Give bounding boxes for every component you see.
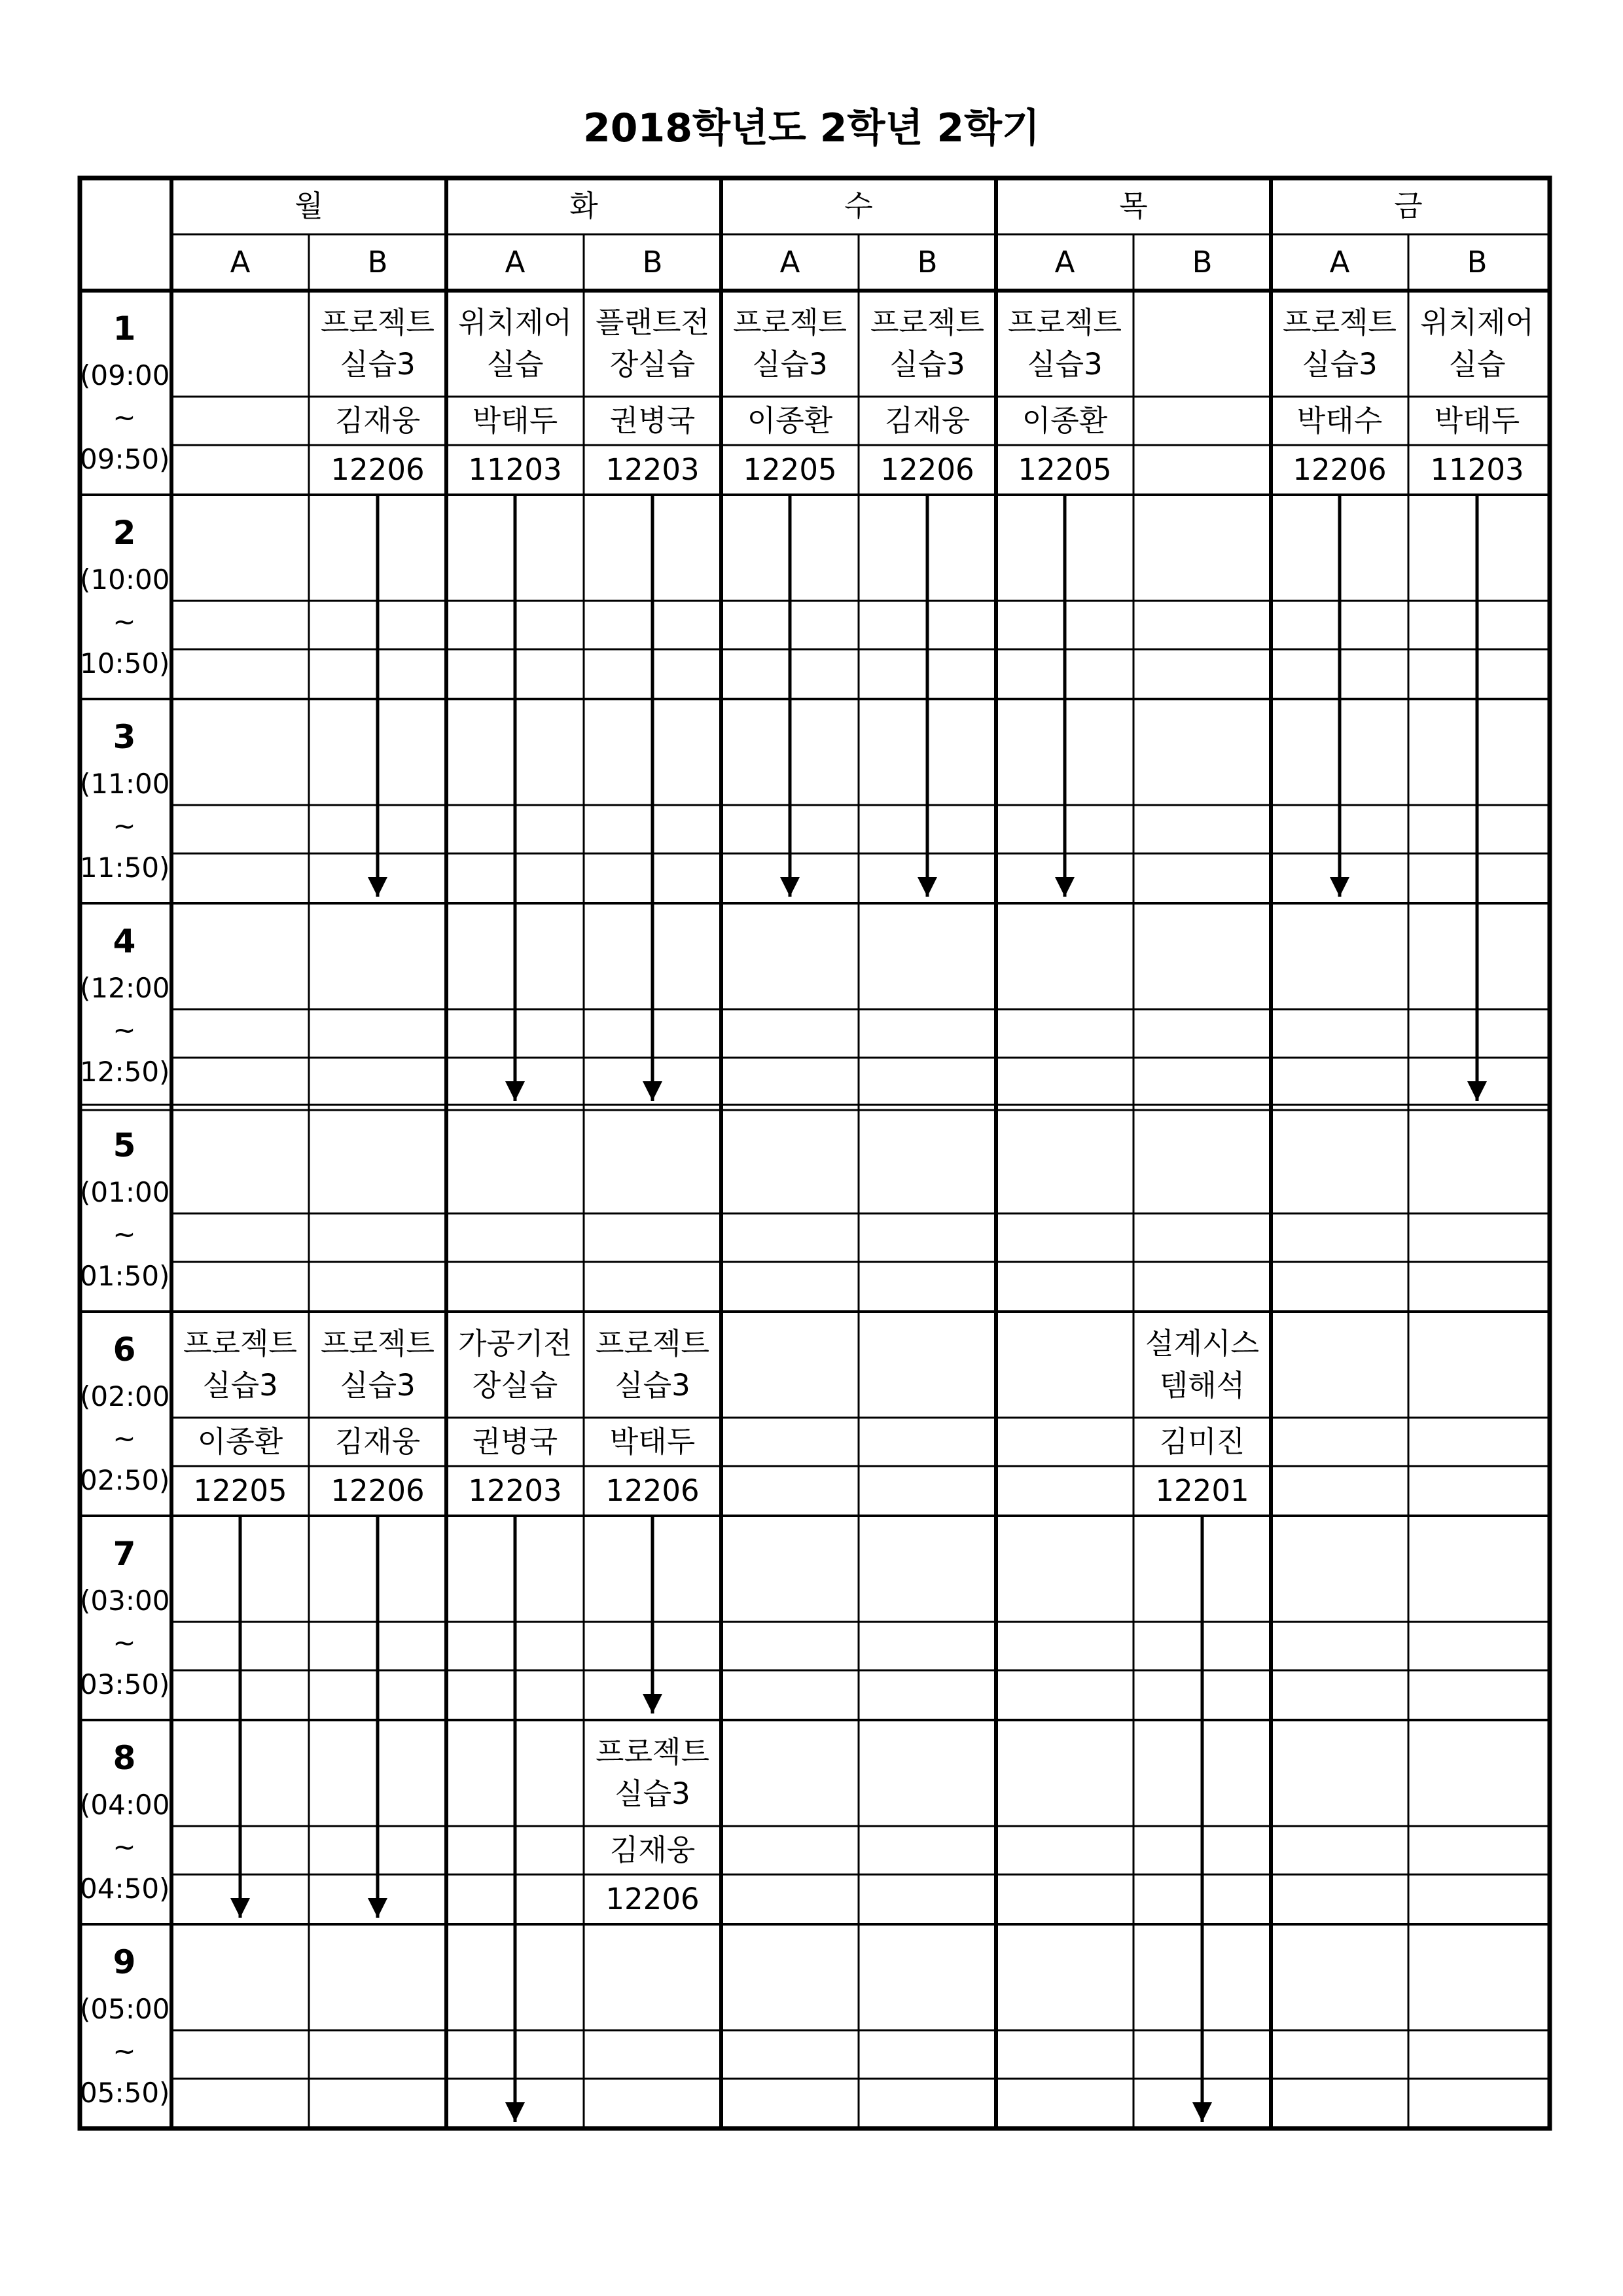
period-label bbox=[80, 507, 169, 685]
class-subject: 프로젝트 실습3 bbox=[870, 305, 984, 382]
period-tilde: ~ bbox=[113, 810, 136, 842]
class-subject: 위치제어 실습 bbox=[1420, 305, 1534, 382]
class-teacher: 이종환 bbox=[1022, 403, 1108, 438]
class-room: 12206 bbox=[330, 1473, 425, 1508]
class-subject: 프로젝트 실습3 bbox=[1008, 305, 1122, 382]
class-room: 12205 bbox=[743, 452, 837, 487]
group-header: A bbox=[1329, 245, 1350, 279]
period-tilde: ~ bbox=[113, 605, 136, 637]
group-header: B bbox=[1467, 245, 1488, 279]
day-header: 금 bbox=[1394, 188, 1423, 223]
class-room: 12205 bbox=[193, 1473, 287, 1508]
class-teacher: 박태두 bbox=[1434, 403, 1520, 438]
class-room: 11203 bbox=[1430, 452, 1524, 487]
period-tilde: ~ bbox=[113, 1014, 136, 1046]
class-subject: 프로젝트 실습3 bbox=[733, 305, 847, 382]
period-num: 4 bbox=[113, 922, 136, 960]
period-start: (10:00 bbox=[80, 564, 170, 596]
class-room: 12205 bbox=[1018, 452, 1112, 487]
period-label bbox=[80, 1323, 169, 1501]
period-label bbox=[80, 1936, 169, 2114]
period-tilde: ~ bbox=[113, 1422, 136, 1454]
period-label bbox=[80, 711, 169, 889]
group-header: B bbox=[1192, 245, 1213, 279]
period-start: (04:00 bbox=[80, 1789, 170, 1821]
page-title: 2018학년도 2학년 2학기 bbox=[583, 105, 1040, 151]
class-subject: 설계시스 템해석 bbox=[1145, 1326, 1259, 1403]
period-end: 01:50) bbox=[80, 1260, 170, 1292]
class-subject: 프로젝트 실습3 bbox=[321, 1326, 435, 1403]
period-num: 2 bbox=[113, 514, 136, 552]
day-header: 월 bbox=[294, 188, 323, 223]
group-header: A bbox=[779, 245, 800, 279]
class-subject: 프로젝트 실습3 bbox=[321, 305, 435, 382]
period-tilde: ~ bbox=[113, 1218, 136, 1250]
class-room: 12203 bbox=[605, 452, 700, 487]
group-header: A bbox=[230, 245, 251, 279]
class-teacher: 권병국 bbox=[472, 1424, 558, 1459]
period-start: (09:00 bbox=[80, 359, 170, 391]
period-tilde: ~ bbox=[113, 2035, 136, 2067]
period-tilde: ~ bbox=[113, 1626, 136, 1659]
class-teacher: 권병국 bbox=[609, 403, 696, 438]
period-num: 7 bbox=[113, 1535, 136, 1573]
period-start: (02:00 bbox=[80, 1380, 170, 1412]
period-end: 03:50) bbox=[80, 1668, 170, 1700]
period-num: 8 bbox=[113, 1739, 136, 1777]
period-end: 09:50) bbox=[80, 443, 170, 475]
day-header: 수 bbox=[844, 188, 873, 223]
class-teacher: 김재웅 bbox=[884, 403, 971, 438]
class-room: 11203 bbox=[468, 452, 562, 487]
period-num: 3 bbox=[113, 718, 136, 756]
class-room: 12206 bbox=[880, 452, 974, 487]
class-subject: 가공기전 장실습 bbox=[458, 1326, 572, 1403]
day-header: 화 bbox=[569, 188, 598, 223]
class-teacher: 김재웅 bbox=[609, 1833, 696, 1867]
class-subject: 프로젝트 실습3 bbox=[183, 1326, 297, 1403]
period-num: 1 bbox=[113, 310, 136, 348]
period-start: (11:00 bbox=[80, 768, 170, 800]
class-teacher: 박태두 bbox=[609, 1424, 696, 1459]
class-teacher: 이종환 bbox=[747, 403, 833, 438]
period-label bbox=[80, 302, 169, 480]
period-tilde: ~ bbox=[113, 1831, 136, 1863]
group-header: B bbox=[642, 245, 663, 279]
period-label bbox=[80, 915, 169, 1093]
period-start: (05:00 bbox=[80, 1993, 170, 2025]
period-label bbox=[80, 1528, 169, 1706]
period-num: 9 bbox=[113, 1943, 136, 1981]
group-header: A bbox=[1054, 245, 1075, 279]
period-end: 02:50) bbox=[80, 1464, 170, 1496]
group-header: B bbox=[367, 245, 388, 279]
class-room: 12206 bbox=[330, 452, 425, 487]
period-start: (12:00 bbox=[80, 972, 170, 1004]
class-teacher: 김미진 bbox=[1159, 1424, 1245, 1459]
period-end: 05:50) bbox=[80, 2077, 170, 2109]
day-header: 목 bbox=[1119, 188, 1148, 223]
class-subject: 프로젝트 실습3 bbox=[596, 1734, 709, 1811]
period-end: 12:50) bbox=[80, 1056, 170, 1088]
class-teacher: 박태수 bbox=[1296, 403, 1383, 438]
period-start: (01:00 bbox=[80, 1176, 170, 1208]
class-subject: 위치제어 실습 bbox=[458, 305, 572, 382]
class-room: 12206 bbox=[605, 1882, 700, 1916]
group-header: B bbox=[917, 245, 938, 279]
period-num: 6 bbox=[113, 1331, 136, 1369]
class-teacher: 이종환 bbox=[197, 1424, 283, 1459]
class-teacher: 김재웅 bbox=[334, 1424, 421, 1459]
period-start: (03:00 bbox=[80, 1585, 170, 1617]
class-room: 12206 bbox=[605, 1473, 700, 1508]
period-tilde: ~ bbox=[113, 401, 136, 433]
class-subject: 프로젝트 실습3 bbox=[1283, 305, 1397, 382]
class-room: 12203 bbox=[468, 1473, 562, 1508]
period-label bbox=[80, 1119, 169, 1297]
period-label bbox=[80, 1732, 169, 1910]
class-room: 12201 bbox=[1155, 1473, 1249, 1508]
period-end: 04:50) bbox=[80, 1873, 170, 1905]
class-teacher: 김재웅 bbox=[334, 403, 421, 438]
period-end: 11:50) bbox=[80, 852, 170, 884]
class-room: 12206 bbox=[1293, 452, 1387, 487]
period-end: 10:50) bbox=[80, 647, 170, 679]
class-subject: 프로젝트 실습3 bbox=[596, 1326, 709, 1403]
class-subject: 플랜트전 장실습 bbox=[596, 305, 709, 382]
class-teacher: 박태두 bbox=[472, 403, 558, 438]
period-num: 5 bbox=[113, 1126, 136, 1164]
group-header: A bbox=[505, 245, 526, 279]
